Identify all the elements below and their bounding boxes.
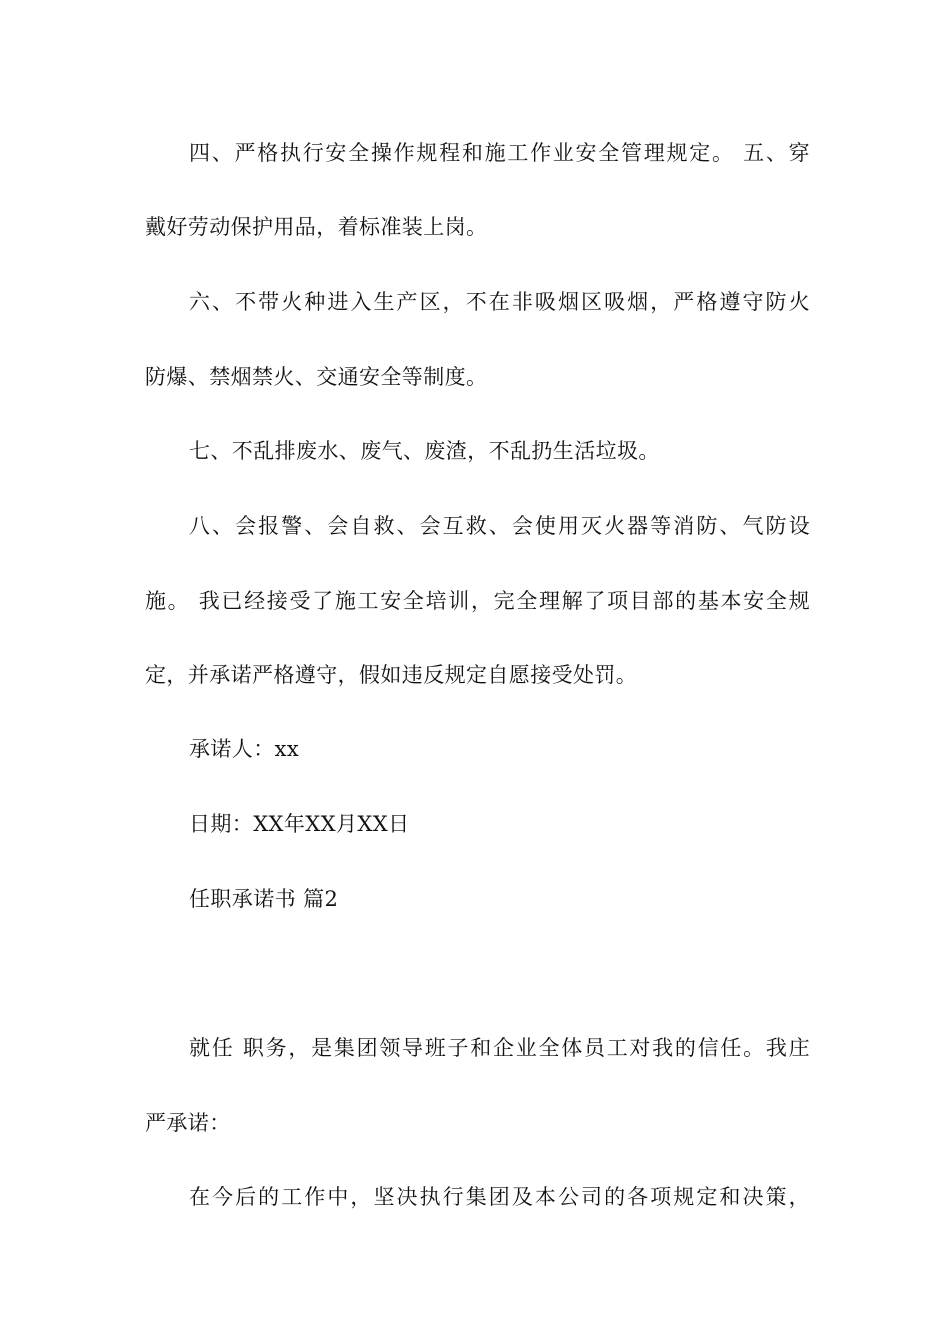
paragraph-line-7: 施。 我已经接受了施工安全培训，完全理解了项目部的基本安全规 (145, 589, 810, 613)
paragraph-line-3: 六、不带火种进入生产区，不在非吸烟区吸烟，严格遵守防火 (189, 290, 810, 314)
paragraph-line-4: 防爆、禁烟禁火、交通安全等制度。 (145, 365, 488, 389)
paragraph-line-8: 定，并承诺严格遵守，假如违反规定自愿接受处罚。 (145, 663, 638, 687)
paragraph-line-9: 就任 职务，是集团领导班子和企业全体员工对我的信任。我庄 (189, 1036, 810, 1060)
date-line: 日期：XX年XX月XX日 (189, 812, 410, 836)
signatory-line: 承诺人：xx (189, 737, 300, 761)
section-heading: 任职承诺书 篇2 (189, 887, 339, 911)
paragraph-line-11: 在今后的工作中，坚决执行集团及本公司的各项规定和决策， (189, 1185, 810, 1209)
paragraph-line-1: 四、严格执行安全操作规程和施工作业安全管理规定。 五、穿 (189, 141, 810, 165)
paragraph-line-10: 严承诺： (145, 1111, 231, 1135)
paragraph-line-2: 戴好劳动保护用品，着标准装上岗。 (145, 215, 488, 239)
paragraph-line-6: 八、会报警、会自救、会互救、会使用灭火器等消防、气防设 (189, 514, 810, 538)
paragraph-line-5: 七、不乱排废水、废气、废渣，不乱扔生活垃圾。 (189, 439, 660, 463)
